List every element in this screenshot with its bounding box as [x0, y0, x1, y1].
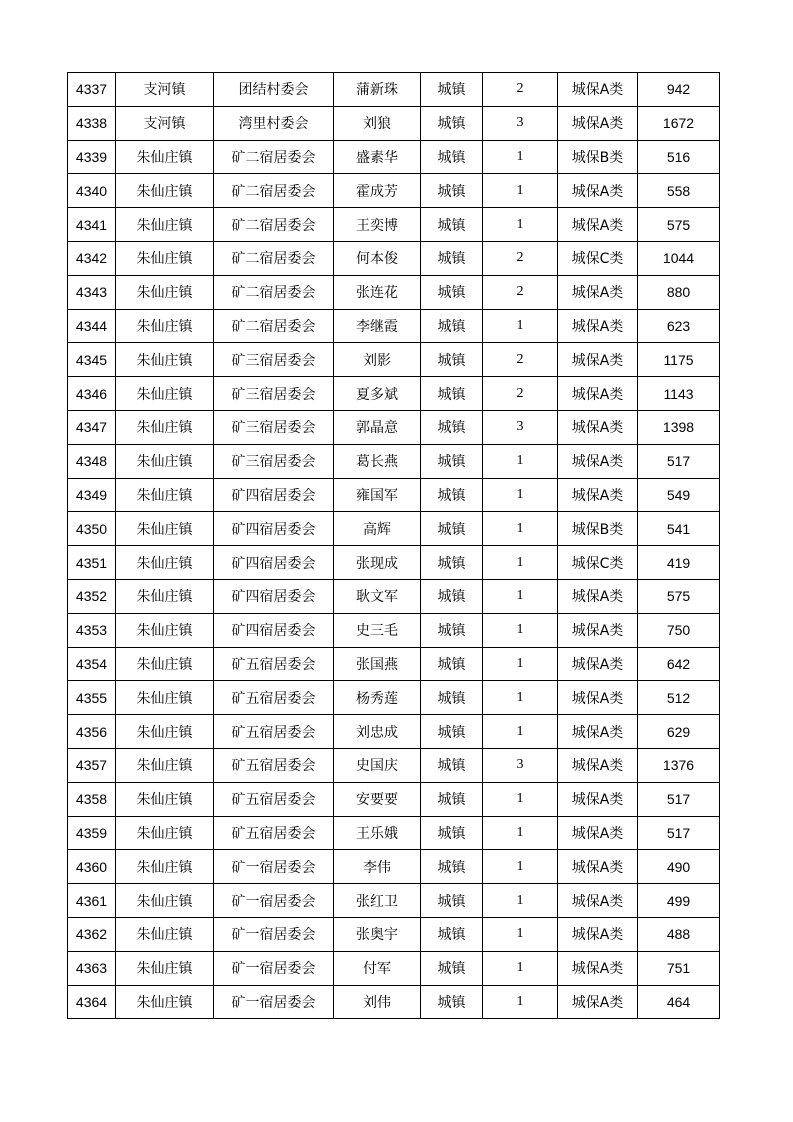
area-type-cell: 城镇 [421, 140, 483, 174]
town-cell: 朱仙庄镇 [116, 985, 214, 1019]
amount-cell: 488 [638, 917, 720, 951]
town-cell: 朱仙庄镇 [116, 816, 214, 850]
category-cell: 城保A类 [558, 715, 638, 749]
town-cell: 朱仙庄镇 [116, 377, 214, 411]
category-cell: 城保A类 [558, 208, 638, 242]
committee-cell: 矿五宿居委会 [214, 715, 334, 749]
name-cell: 盛素华 [334, 140, 421, 174]
amount-cell: 623 [638, 309, 720, 343]
committee-cell: 矿三宿居委会 [214, 343, 334, 377]
committee-cell: 矿三宿居委会 [214, 410, 334, 444]
name-cell: 李伟 [334, 850, 421, 884]
name-cell: 刘伟 [334, 985, 421, 1019]
committee-cell: 矿五宿居委会 [214, 782, 334, 816]
committee-cell: 团结村委会 [214, 73, 334, 107]
table-row [68, 241, 720, 275]
amount-cell: 750 [638, 613, 720, 647]
name-cell: 雍国军 [334, 478, 421, 512]
area-type-cell: 城镇 [421, 951, 483, 985]
committee-cell: 矿五宿居委会 [214, 647, 334, 681]
amount-cell: 558 [638, 174, 720, 208]
town-cell: 朱仙庄镇 [116, 884, 214, 918]
town-cell: 朱仙庄镇 [116, 579, 214, 613]
name-cell: 王乐娥 [334, 816, 421, 850]
record-id-cell: 4354 [68, 647, 116, 681]
amount-cell: 541 [638, 512, 720, 546]
category-cell: 城保A类 [558, 816, 638, 850]
record-id-cell: 4358 [68, 782, 116, 816]
category-cell: 城保A类 [558, 782, 638, 816]
committee-cell: 矿四宿居委会 [214, 546, 334, 580]
category-cell: 城保C类 [558, 546, 638, 580]
town-cell: 朱仙庄镇 [116, 917, 214, 951]
amount-cell: 575 [638, 579, 720, 613]
record-id-cell: 4340 [68, 174, 116, 208]
name-cell: 杨秀莲 [334, 681, 421, 715]
table-row [68, 377, 720, 411]
area-type-cell: 城镇 [421, 478, 483, 512]
amount-cell: 751 [638, 951, 720, 985]
table-row [68, 816, 720, 850]
amount-cell: 516 [638, 140, 720, 174]
area-type-cell: 城镇 [421, 241, 483, 275]
household-size-cell: 1 [483, 647, 558, 681]
amount-cell: 642 [638, 647, 720, 681]
area-type-cell: 城镇 [421, 275, 483, 309]
committee-cell: 矿一宿居委会 [214, 951, 334, 985]
record-id-cell: 4360 [68, 850, 116, 884]
area-type-cell: 城镇 [421, 681, 483, 715]
committee-cell: 湾里村委会 [214, 106, 334, 140]
town-cell: 朱仙庄镇 [116, 444, 214, 478]
record-id-cell: 4346 [68, 377, 116, 411]
category-cell: 城保A类 [558, 444, 638, 478]
town-cell: 朱仙庄镇 [116, 343, 214, 377]
category-cell: 城保A类 [558, 309, 638, 343]
town-cell: 朱仙庄镇 [116, 309, 214, 343]
area-type-cell: 城镇 [421, 410, 483, 444]
name-cell: 张奥宇 [334, 917, 421, 951]
record-id-cell: 4350 [68, 512, 116, 546]
area-type-cell: 城镇 [421, 546, 483, 580]
committee-cell: 矿五宿居委会 [214, 681, 334, 715]
amount-cell: 517 [638, 782, 720, 816]
amount-cell: 1175 [638, 343, 720, 377]
committee-cell: 矿五宿居委会 [214, 748, 334, 782]
amount-cell: 517 [638, 816, 720, 850]
amount-cell: 1398 [638, 410, 720, 444]
household-size-cell: 1 [483, 478, 558, 512]
town-cell: 朱仙庄镇 [116, 410, 214, 444]
town-cell: 朱仙庄镇 [116, 647, 214, 681]
town-cell: 朱仙庄镇 [116, 613, 214, 647]
category-cell: 城保A类 [558, 681, 638, 715]
amount-cell: 464 [638, 985, 720, 1019]
committee-cell: 矿四宿居委会 [214, 579, 334, 613]
committee-cell: 矿二宿居委会 [214, 174, 334, 208]
town-cell: 朱仙庄镇 [116, 174, 214, 208]
area-type-cell: 城镇 [421, 985, 483, 1019]
committee-cell: 矿二宿居委会 [214, 208, 334, 242]
table-row [68, 208, 720, 242]
record-id-cell: 4355 [68, 681, 116, 715]
household-size-cell: 1 [483, 579, 558, 613]
household-size-cell: 1 [483, 782, 558, 816]
name-cell: 刘影 [334, 343, 421, 377]
household-size-cell: 3 [483, 748, 558, 782]
amount-cell: 942 [638, 73, 720, 107]
category-cell: 城保A类 [558, 985, 638, 1019]
committee-cell: 矿一宿居委会 [214, 884, 334, 918]
record-id-cell: 4344 [68, 309, 116, 343]
table-row [68, 546, 720, 580]
record-id-cell: 4347 [68, 410, 116, 444]
committee-cell: 矿四宿居委会 [214, 478, 334, 512]
record-id-cell: 4342 [68, 241, 116, 275]
amount-cell: 1672 [638, 106, 720, 140]
table-row [68, 309, 720, 343]
table-row [68, 106, 720, 140]
committee-cell: 矿二宿居委会 [214, 275, 334, 309]
committee-cell: 矿四宿居委会 [214, 512, 334, 546]
table-row [68, 985, 720, 1019]
record-id-cell: 4364 [68, 985, 116, 1019]
committee-cell: 矿一宿居委会 [214, 985, 334, 1019]
committee-cell: 矿三宿居委会 [214, 444, 334, 478]
household-size-cell: 1 [483, 917, 558, 951]
household-size-cell: 2 [483, 73, 558, 107]
name-cell: 张连花 [334, 275, 421, 309]
area-type-cell: 城镇 [421, 647, 483, 681]
table-row [68, 478, 720, 512]
table-row [68, 512, 720, 546]
category-cell: 城保A类 [558, 917, 638, 951]
area-type-cell: 城镇 [421, 748, 483, 782]
area-type-cell: 城镇 [421, 816, 483, 850]
category-cell: 城保A类 [558, 850, 638, 884]
table-body [68, 73, 720, 1019]
committee-cell: 矿二宿居委会 [214, 140, 334, 174]
category-cell: 城保A类 [558, 748, 638, 782]
record-id-cell: 4348 [68, 444, 116, 478]
amount-cell: 1376 [638, 748, 720, 782]
name-cell: 何本俊 [334, 241, 421, 275]
committee-cell: 矿一宿居委会 [214, 917, 334, 951]
area-type-cell: 城镇 [421, 343, 483, 377]
name-cell: 高辉 [334, 512, 421, 546]
household-size-cell: 1 [483, 884, 558, 918]
category-cell: 城保A类 [558, 410, 638, 444]
category-cell: 城保A类 [558, 73, 638, 107]
name-cell: 付军 [334, 951, 421, 985]
town-cell: 朱仙庄镇 [116, 546, 214, 580]
record-id-cell: 4339 [68, 140, 116, 174]
household-size-cell: 1 [483, 850, 558, 884]
amount-cell: 490 [638, 850, 720, 884]
table-row [68, 140, 720, 174]
record-id-cell: 4362 [68, 917, 116, 951]
record-id-cell: 4345 [68, 343, 116, 377]
household-size-cell: 1 [483, 985, 558, 1019]
category-cell: 城保A类 [558, 343, 638, 377]
name-cell: 葛长燕 [334, 444, 421, 478]
town-cell: 朱仙庄镇 [116, 850, 214, 884]
area-type-cell: 城镇 [421, 174, 483, 208]
record-id-cell: 4338 [68, 106, 116, 140]
name-cell: 安要要 [334, 782, 421, 816]
category-cell: 城保C类 [558, 241, 638, 275]
area-type-cell: 城镇 [421, 579, 483, 613]
town-cell: 朱仙庄镇 [116, 208, 214, 242]
record-id-cell: 4359 [68, 816, 116, 850]
name-cell: 郭晶意 [334, 410, 421, 444]
record-id-cell: 4352 [68, 579, 116, 613]
record-id-cell: 4356 [68, 715, 116, 749]
town-cell: 支河镇 [116, 73, 214, 107]
category-cell: 城保A类 [558, 174, 638, 208]
town-cell: 朱仙庄镇 [116, 715, 214, 749]
name-cell: 张红卫 [334, 884, 421, 918]
household-size-cell: 1 [483, 174, 558, 208]
household-size-cell: 1 [483, 715, 558, 749]
committee-cell: 矿四宿居委会 [214, 613, 334, 647]
area-type-cell: 城镇 [421, 512, 483, 546]
area-type-cell: 城镇 [421, 106, 483, 140]
table-row [68, 579, 720, 613]
record-id-cell: 4349 [68, 478, 116, 512]
table-row [68, 275, 720, 309]
committee-cell: 矿二宿居委会 [214, 309, 334, 343]
record-id-cell: 4337 [68, 73, 116, 107]
household-size-cell: 1 [483, 512, 558, 546]
category-cell: 城保A类 [558, 478, 638, 512]
name-cell: 蒲新珠 [334, 73, 421, 107]
town-cell: 朱仙庄镇 [116, 681, 214, 715]
record-id-cell: 4341 [68, 208, 116, 242]
amount-cell: 512 [638, 681, 720, 715]
category-cell: 城保A类 [558, 884, 638, 918]
table-row [68, 613, 720, 647]
amount-cell: 419 [638, 546, 720, 580]
amount-cell: 549 [638, 478, 720, 512]
town-cell: 朱仙庄镇 [116, 512, 214, 546]
household-size-cell: 1 [483, 546, 558, 580]
table-row [68, 444, 720, 478]
town-cell: 朱仙庄镇 [116, 951, 214, 985]
amount-cell: 629 [638, 715, 720, 749]
amount-cell: 517 [638, 444, 720, 478]
town-cell: 朱仙庄镇 [116, 140, 214, 174]
table-row [68, 850, 720, 884]
amount-cell: 1044 [638, 241, 720, 275]
category-cell: 城保A类 [558, 579, 638, 613]
household-size-cell: 2 [483, 241, 558, 275]
household-size-cell: 2 [483, 377, 558, 411]
table-row [68, 174, 720, 208]
household-size-cell: 1 [483, 444, 558, 478]
area-type-cell: 城镇 [421, 884, 483, 918]
record-id-cell: 4353 [68, 613, 116, 647]
name-cell: 王奕博 [334, 208, 421, 242]
table-row [68, 748, 720, 782]
name-cell: 张国燕 [334, 647, 421, 681]
table-row [68, 73, 720, 107]
household-size-cell: 2 [483, 275, 558, 309]
area-type-cell: 城镇 [421, 917, 483, 951]
household-size-cell: 1 [483, 309, 558, 343]
table-row [68, 681, 720, 715]
name-cell: 李继霞 [334, 309, 421, 343]
area-type-cell: 城镇 [421, 715, 483, 749]
committee-cell: 矿二宿居委会 [214, 241, 334, 275]
record-id-cell: 4351 [68, 546, 116, 580]
table-row [68, 343, 720, 377]
household-size-cell: 1 [483, 816, 558, 850]
name-cell: 张现成 [334, 546, 421, 580]
name-cell: 夏多斌 [334, 377, 421, 411]
record-id-cell: 4343 [68, 275, 116, 309]
name-cell: 史国庆 [334, 748, 421, 782]
area-type-cell: 城镇 [421, 613, 483, 647]
area-type-cell: 城镇 [421, 782, 483, 816]
town-cell: 朱仙庄镇 [116, 782, 214, 816]
name-cell: 史三毛 [334, 613, 421, 647]
household-size-cell: 1 [483, 951, 558, 985]
table-row [68, 782, 720, 816]
amount-cell: 575 [638, 208, 720, 242]
area-type-cell: 城镇 [421, 377, 483, 411]
amount-cell: 1143 [638, 377, 720, 411]
table-row [68, 647, 720, 681]
town-cell: 朱仙庄镇 [116, 478, 214, 512]
table-row [68, 951, 720, 985]
area-type-cell: 城镇 [421, 208, 483, 242]
household-size-cell: 3 [483, 410, 558, 444]
household-size-cell: 1 [483, 613, 558, 647]
area-type-cell: 城镇 [421, 850, 483, 884]
name-cell: 耿文军 [334, 579, 421, 613]
amount-cell: 880 [638, 275, 720, 309]
town-cell: 朱仙庄镇 [116, 241, 214, 275]
household-size-cell: 1 [483, 140, 558, 174]
category-cell: 城保B类 [558, 140, 638, 174]
category-cell: 城保B类 [558, 512, 638, 546]
town-cell: 朱仙庄镇 [116, 748, 214, 782]
name-cell: 刘狼 [334, 106, 421, 140]
committee-cell: 矿五宿居委会 [214, 816, 334, 850]
record-id-cell: 4357 [68, 748, 116, 782]
household-size-cell: 1 [483, 208, 558, 242]
table-row [68, 715, 720, 749]
name-cell: 霍成芳 [334, 174, 421, 208]
household-size-cell: 2 [483, 343, 558, 377]
category-cell: 城保A类 [558, 377, 638, 411]
record-id-cell: 4363 [68, 951, 116, 985]
committee-cell: 矿三宿居委会 [214, 377, 334, 411]
committee-cell: 矿一宿居委会 [214, 850, 334, 884]
town-cell: 朱仙庄镇 [116, 275, 214, 309]
household-size-cell: 3 [483, 106, 558, 140]
category-cell: 城保A类 [558, 951, 638, 985]
category-cell: 城保A类 [558, 647, 638, 681]
area-type-cell: 城镇 [421, 73, 483, 107]
record-id-cell: 4361 [68, 884, 116, 918]
name-cell: 刘忠成 [334, 715, 421, 749]
table-row [68, 410, 720, 444]
category-cell: 城保A类 [558, 106, 638, 140]
table-row [68, 884, 720, 918]
area-type-cell: 城镇 [421, 444, 483, 478]
amount-cell: 499 [638, 884, 720, 918]
records-table [67, 72, 720, 1019]
area-type-cell: 城镇 [421, 309, 483, 343]
category-cell: 城保A类 [558, 275, 638, 309]
table-row [68, 917, 720, 951]
category-cell: 城保A类 [558, 613, 638, 647]
household-size-cell: 1 [483, 681, 558, 715]
town-cell: 支河镇 [116, 106, 214, 140]
